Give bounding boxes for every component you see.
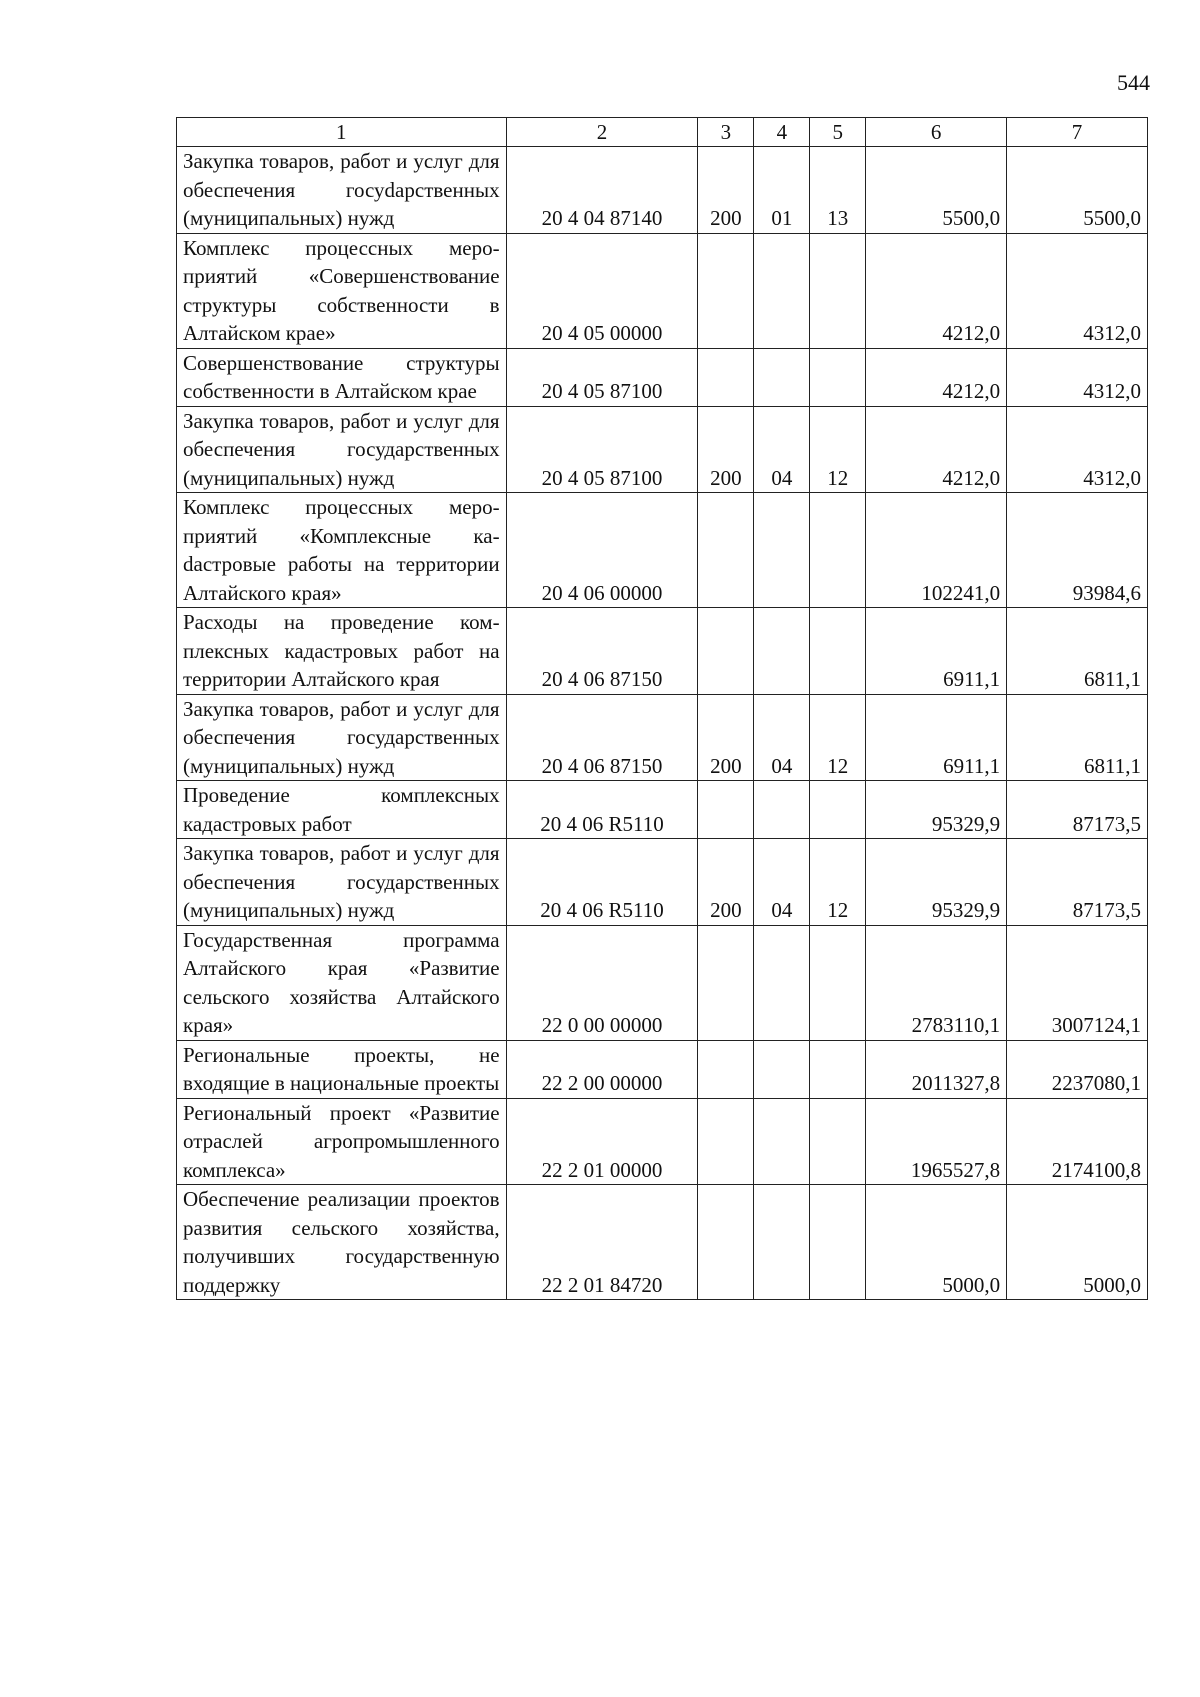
cell-amount-col-6: 4212,0	[866, 406, 1007, 493]
cell-name: Проведение комплексных кадастровых работ	[177, 781, 507, 839]
table-row	[177, 1185, 1148, 1300]
cell-col-4	[754, 233, 810, 348]
cell-code: 22 2 00 00000	[506, 1040, 698, 1098]
cell-col-4	[754, 925, 810, 1040]
cell-amount-col-6: 6911,1	[866, 608, 1007, 695]
cell-name: Закупка товаров, работ и услуг для обеспечения государственных (муниципальных) нужд	[177, 406, 507, 493]
cell-col-4	[754, 781, 810, 839]
cell-col-3: 200	[698, 694, 754, 781]
cell-col-5	[810, 608, 866, 695]
cell-col-4: 04	[754, 839, 810, 926]
cell-col-5: 13	[810, 147, 866, 234]
cell-amount-col-7: 93984,6	[1007, 493, 1148, 608]
cell-col-3	[698, 233, 754, 348]
cell-amount-col-6: 2011327,8	[866, 1040, 1007, 1098]
cell-amount-col-7: 87173,5	[1007, 839, 1148, 926]
cell-amount-col-7: 5500,0	[1007, 147, 1148, 234]
cell-col-4	[754, 493, 810, 608]
table-body	[177, 147, 1148, 1300]
cell-col-5	[810, 1098, 866, 1185]
cell-code: 20 4 06 R5110	[506, 781, 698, 839]
cell-amount-col-6: 2783110,1	[866, 925, 1007, 1040]
table-row	[177, 406, 1148, 493]
cell-col-5: 12	[810, 406, 866, 493]
cell-amount-col-7: 4312,0	[1007, 406, 1148, 493]
header-col-2: 2	[506, 118, 698, 147]
cell-col-4: 01	[754, 147, 810, 234]
cell-col-5: 12	[810, 694, 866, 781]
cell-col-3: 200	[698, 839, 754, 926]
cell-code: 22 2 01 84720	[506, 1185, 698, 1300]
cell-col-3	[698, 1040, 754, 1098]
cell-code: 20 4 05 87100	[506, 406, 698, 493]
cell-code: 20 4 05 00000	[506, 233, 698, 348]
cell-col-5	[810, 493, 866, 608]
header-col-1: 1	[177, 118, 507, 147]
cell-amount-col-6: 4212,0	[866, 233, 1007, 348]
header-row	[177, 118, 1148, 147]
cell-amount-col-6: 4212,0	[866, 348, 1007, 406]
header-col-7: 7	[1007, 118, 1148, 147]
cell-col-3	[698, 608, 754, 695]
cell-col-3: 200	[698, 406, 754, 493]
header-col-6: 6	[866, 118, 1007, 147]
table-row	[177, 694, 1148, 781]
cell-code: 20 4 06 R5110	[506, 839, 698, 926]
cell-col-3	[698, 1185, 754, 1300]
cell-code: 22 0 00 00000	[506, 925, 698, 1040]
cell-amount-col-7: 5000,0	[1007, 1185, 1148, 1300]
header-col-3: 3	[698, 118, 754, 147]
header-col-5: 5	[810, 118, 866, 147]
cell-col-4	[754, 1098, 810, 1185]
page-number: 544	[1117, 70, 1150, 95]
cell-name: Региональный проект «Развитие отраслей агропромышленного комплекса»	[177, 1098, 507, 1185]
table-row	[177, 147, 1148, 234]
cell-amount-col-7: 6811,1	[1007, 694, 1148, 781]
cell-col-5	[810, 348, 866, 406]
table-row	[177, 1098, 1148, 1185]
table-row	[177, 925, 1148, 1040]
cell-amount-col-7: 3007124,1	[1007, 925, 1148, 1040]
table-row	[177, 493, 1148, 608]
cell-col-3	[698, 781, 754, 839]
cell-amount-col-7: 87173,5	[1007, 781, 1148, 839]
cell-code: 20 4 06 87150	[506, 694, 698, 781]
cell-amount-col-6: 95329,9	[866, 839, 1007, 926]
cell-code: 22 2 01 00000	[506, 1098, 698, 1185]
cell-name: Комплекс процессных мероприятий «Комплексные каdастровые работы на территории Алтайского края»	[177, 493, 507, 608]
table-row	[177, 348, 1148, 406]
cell-col-5	[810, 781, 866, 839]
cell-amount-col-6: 1965527,8	[866, 1098, 1007, 1185]
cell-col-4	[754, 608, 810, 695]
cell-col-4: 04	[754, 694, 810, 781]
cell-amount-col-7: 2174100,8	[1007, 1098, 1148, 1185]
cell-col-5	[810, 925, 866, 1040]
table-row	[177, 1040, 1148, 1098]
cell-name: Комплекс процессных мероприятий «Совершенствование структуры собственности в Алтайском крае»	[177, 233, 507, 348]
cell-col-5	[810, 1185, 866, 1300]
cell-col-5	[810, 233, 866, 348]
cell-amount-col-7: 4312,0	[1007, 348, 1148, 406]
cell-name: Совершенствование структуры собственности в Алтайском крае	[177, 348, 507, 406]
cell-code: 20 4 05 87100	[506, 348, 698, 406]
cell-amount-col-6: 5000,0	[866, 1185, 1007, 1300]
cell-col-5	[810, 1040, 866, 1098]
cell-col-3	[698, 493, 754, 608]
cell-col-4	[754, 348, 810, 406]
header-col-4: 4	[754, 118, 810, 147]
cell-col-4	[754, 1040, 810, 1098]
cell-col-3	[698, 348, 754, 406]
cell-name: Расходы на проведение комплексных кадастровых работ на территории Алтайского края	[177, 608, 507, 695]
table-row	[177, 781, 1148, 839]
cell-name: Государственная программа Алтайского края «Развитие сельского хозяйства Алтайского края»	[177, 925, 507, 1040]
table-row	[177, 839, 1148, 926]
table-row	[177, 608, 1148, 695]
table-row	[177, 233, 1148, 348]
cell-name: Закупка товаров, работ и услуг для обеспечения государственных (муниципальных) нужд	[177, 839, 507, 926]
cell-col-4	[754, 1185, 810, 1300]
cell-amount-col-6: 6911,1	[866, 694, 1007, 781]
cell-code: 20 4 06 00000	[506, 493, 698, 608]
cell-name: Региональные проекты, не входящие в национальные проекты	[177, 1040, 507, 1098]
cell-amount-col-7: 2237080,1	[1007, 1040, 1148, 1098]
cell-amount-col-7: 4312,0	[1007, 233, 1148, 348]
cell-amount-col-7: 6811,1	[1007, 608, 1148, 695]
cell-amount-col-6: 95329,9	[866, 781, 1007, 839]
cell-col-3	[698, 1098, 754, 1185]
cell-col-4: 04	[754, 406, 810, 493]
cell-col-3	[698, 925, 754, 1040]
cell-amount-col-6: 5500,0	[866, 147, 1007, 234]
budget-table	[176, 117, 1148, 1300]
cell-col-3: 200	[698, 147, 754, 234]
cell-name: Закупка товаров, работ и услуг для обеспечения государственных (муниципальных) нужд	[177, 694, 507, 781]
cell-code: 20 4 06 87150	[506, 608, 698, 695]
cell-name: Закупка товаров, работ и услуг для обеспечения госуdарственных (муниципальных) нужд	[177, 147, 507, 234]
cell-amount-col-6: 102241,0	[866, 493, 1007, 608]
cell-code: 20 4 04 87140	[506, 147, 698, 234]
cell-name: Обеспечение реализации проектов развития сельского хозяйства, получивших государственную поддержку	[177, 1185, 507, 1300]
cell-col-5: 12	[810, 839, 866, 926]
